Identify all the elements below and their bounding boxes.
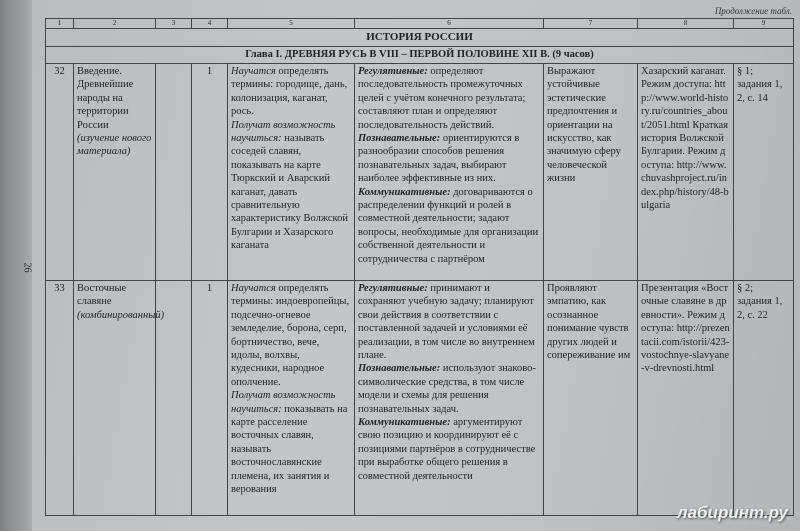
col-num: 8 (638, 19, 734, 29)
uud-results (355, 64, 544, 281)
personal-results: Выражают устойчивые эстетические предпочтения и ориентации на искусство, как значимую сферу человеческой жизни (544, 64, 638, 281)
topic-type: (изучение нового материала) (77, 133, 152, 158)
lesson-topic (74, 281, 165, 516)
column-number-row (46, 19, 794, 29)
homework: § 2; задания 1, 2, с. 22 (734, 281, 794, 516)
learn-text: определять термины: городище, дань, колонизация, каганат, рось. (231, 66, 348, 118)
lesson-topic (74, 64, 156, 281)
col-num: 5 (228, 19, 355, 29)
hours: 1 (192, 281, 228, 516)
opportunity-label: Получат возможность научиться: (231, 119, 336, 145)
section-title: ИСТОРИЯ РОССИИ (46, 29, 794, 47)
resources: Хазарский каганат. Режим доступа: http://www.world-history.ru/countries_about/2051.html Краткая история Волжской Булгарии. Режим доступа: http://www.chuvashproject.ru/index.php/history/48-bulgaria (638, 64, 734, 281)
lesson-plan-table (45, 18, 794, 516)
topic-type: (комбинированный) (77, 309, 165, 321)
col-num: 3 (156, 19, 192, 29)
resources: Презентация «Восточные славяне в древности». Режим доступа: http://prezentacii.com/istorii/423-vostochnye-slavyane-v-drevnosti.html (638, 281, 734, 516)
watermark-logo: лабиринт.ру (677, 503, 788, 522)
table-row (46, 281, 794, 516)
col-num: 4 (192, 19, 228, 29)
uud-communicative-label: Коммуникативные: (358, 186, 451, 198)
opportunity-text: называть соседей славян, показывать на карте Тюркский и Аварский каганат, давать сравнительную характеристику Волжской Булгарии и Хазарского каганата (231, 133, 348, 252)
homework: § 1; задания 1, 2, с. 14 (734, 64, 794, 281)
continuation-label: Продолжение табл. (714, 6, 792, 16)
col-num: 1 (46, 19, 74, 29)
uud-communicative-text: договариваются о распределении функций и ролей в совместной деятельности; задают вопросы, необходимые для организации собственной деятельности и сотрудничества с партнёром (358, 186, 539, 265)
uud-regulative-text: определяют последовательность промежуточных целей с учётом конечного результата; составляют план и определяют последовательность действий. (358, 66, 526, 131)
personal-results: Проявляют эмпатию, как осознанное понимание чувств других людей и сопереживание им (544, 281, 638, 516)
col-num: 9 (734, 19, 794, 29)
lesson-number: 32 (46, 64, 74, 281)
table-row (46, 64, 794, 281)
uud-communicative-label: Коммуникативные: (358, 417, 451, 429)
topic-text: Восточные славяне (77, 283, 127, 308)
chapter-title: Глава I. ДРЕВНЯЯ РУСЬ В VIII – ПЕРВОЙ ПОЛОВИНЕ XII В. (9 часов) (46, 47, 794, 64)
learn-label: Научатся (231, 66, 276, 77)
chapter-title-row (46, 47, 794, 64)
lesson-number: 33 (46, 281, 74, 516)
uud-regulative-label: Регулятивные: (358, 66, 428, 77)
uud-cognitive-label: Познавательные: (358, 133, 441, 145)
uud-results (355, 281, 544, 516)
opportunity-label: Получат возможность научиться: (231, 390, 336, 415)
col-num: 2 (74, 19, 156, 29)
topic-text: Введение. Древнейшие народы на территории России (77, 66, 134, 131)
opportunity-text: показывать на карте расселение восточных славян, называть восточнославянские племена, их занятия и верования (231, 403, 348, 496)
subject-results (228, 64, 355, 281)
col-num: 7 (544, 19, 638, 29)
uud-regulative-text: принимают и сохраняют учебную задачу; планируют свои действия в соответствии с поставленной задачей и условиями её реализации, в том числе во внутреннем плане. (358, 283, 535, 362)
hours: 1 (192, 64, 228, 281)
section-title-row (46, 29, 794, 47)
uud-cognitive-text: используют знаково-символические средства, в том числе модели и схемы для решения познавательных задач. (358, 363, 536, 415)
uud-cognitive-text: ориентируются в разнообразии способов решения познавательных задач, выбирают наиболее эффективные из них. (358, 133, 520, 185)
uud-communicative-text: аргументируют свою позицию и координируют её с позициями партнёров в сотрудничестве при выработке общего решения в совместной деятельности (358, 417, 536, 482)
page-number: 26 (21, 262, 33, 273)
uud-cognitive-label: Познавательные: (358, 363, 441, 375)
subject-results (228, 281, 355, 516)
learn-label: Научатся (231, 283, 276, 294)
uud-regulative-label: Регулятивные: (358, 283, 428, 294)
learn-text: определять термины: индоевропейцы, подсечно-огневое земледелие, борона, серп, бортничество, вече, идолы, волхвы, кудесники, народное ополчение. (231, 283, 350, 388)
col-num: 6 (355, 19, 544, 29)
empty-cell (156, 64, 192, 281)
